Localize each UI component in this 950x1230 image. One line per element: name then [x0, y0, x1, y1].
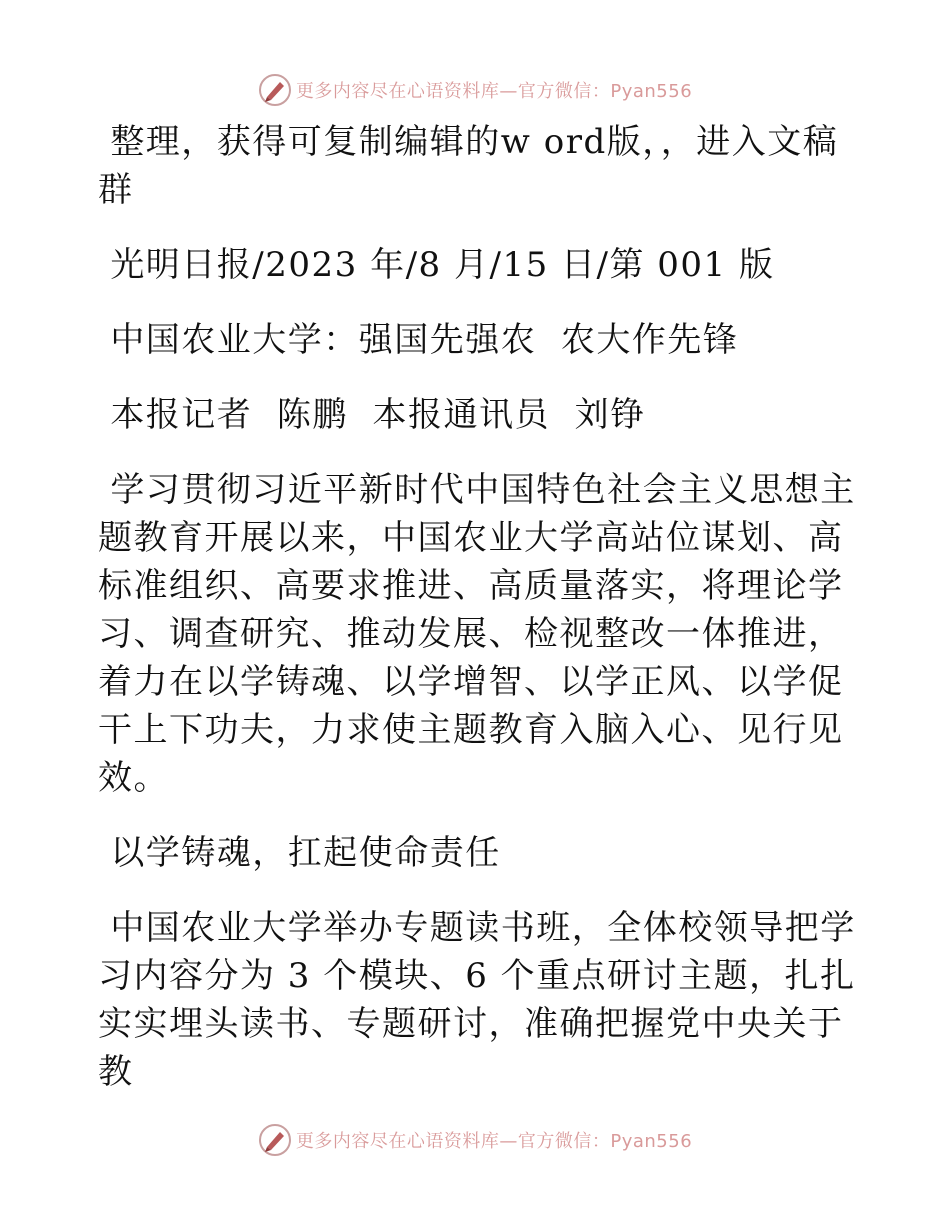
intro-line: 整理，获得可复制编辑的w ord版，，进入文稿群: [98, 122, 839, 210]
watermark-text: 更多内容尽在心语资料库—官方微信：Pyan556: [295, 1131, 693, 1152]
body-paragraph: 学习贯彻习近平新时代中国特色社会主义思想主题教育开展以来，中国农业大学高站位谋划、高标准组织、高要求推进、高质量落实，将理论学习、调查研究、推动发展、检视整改一体推进，着力在以学铸魂、以学增智、以学正风、以学促干上下功夫，力求使主题教育入脑入心、见行见效。: [98, 470, 856, 798]
pen-logo-icon: [258, 1123, 292, 1157]
pen-logo-icon: [258, 73, 292, 107]
document-body: [98, 118, 858, 1123]
source-line: 光明日报/2023 年/8 月/15 日/第 001 版: [98, 245, 775, 285]
body-paragraph: 中国农业大学举办专题读书班，全体校领导把学习内容分为 3 个模块、6 个重点研讨主题，扎扎实实埋头读书、专题研讨，准确把握党中央关于教: [98, 908, 856, 1092]
byline: 本报记者 陈鹏 本报通讯员 刘铮: [98, 395, 646, 435]
watermark-text: 更多内容尽在心语资料库—官方微信：Pyan556: [295, 81, 693, 102]
article-title: 中国农业大学：强国先强农 农大作先锋: [98, 320, 739, 360]
footer-watermark: [0, 1120, 950, 1160]
section-heading: 以学铸魂，扛起使命责任: [98, 833, 501, 873]
header-watermark: [0, 70, 950, 110]
